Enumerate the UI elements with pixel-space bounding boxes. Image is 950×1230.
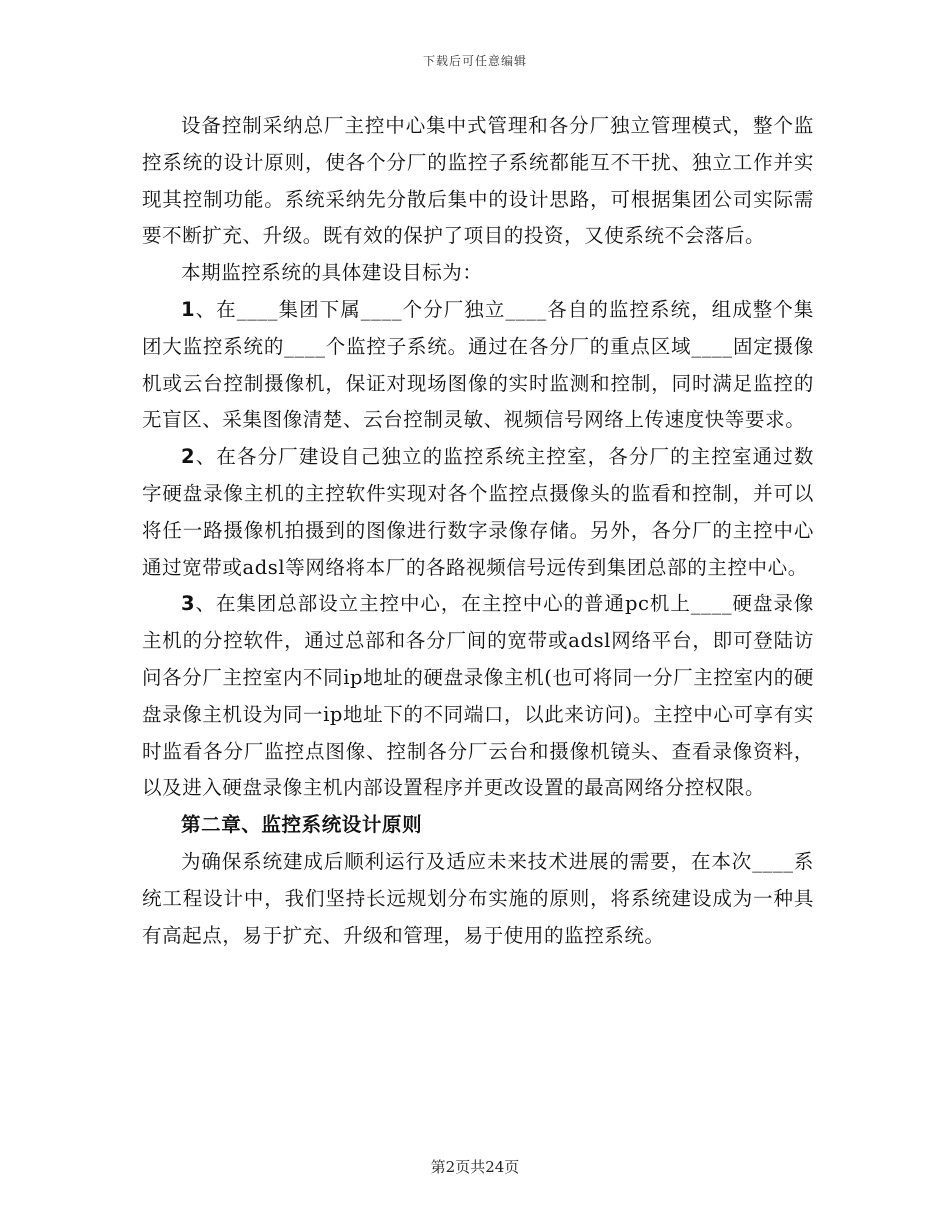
paragraph-goal-2 [142,439,814,586]
paragraph-goal-1 [142,292,814,439]
goal-1-text: 、在____集团下属____个分厂独立____各自的监控系统，组成整个集团大监控系统的____个监控子系统。通过在各分厂的重点区域____固定摄像机或云台控制摄像机，保证对现场图像的实时监测和控制，同时满足监控的无盲区、采集图像清楚、云台控制灵敏、视频信号网络上传速度快等要求。 [142,297,814,432]
paragraph-design-mode: 设备控制采纳总厂主控中心集中式管理和各分厂独立管理模式，整个监控系统的设计原则，使各个分厂的监控子系统都能互不干扰、独立工作并实现其控制功能。系统采纳先分散后集中的设计思路，可根据集团公司实际需要不断扩充、升级。既有效的保护了项目的投资，又使系统不会落后。 [142,114,814,248]
chapter-heading: 第二章、监控系统设计原则 [181,813,423,837]
paragraph-goals-intro: 本期监控系统的具体建设目标为： [181,261,483,285]
paragraph-goal-3 [142,586,814,807]
goal-1-number: 1 [181,297,196,321]
page-header-note: 下载后可任意编辑 [422,54,527,68]
goal-3-text: 、在集团总部设立主控中心，在主控中心的普通pc机上____硬盘录像主机的分控软件，通过总部和各分厂间的宽带或adsl网络平台，即可登陆访问各分厂主控室内不同ip地址的硬盘录像主机(也可将同一分厂主控室内的硬盘录像主机设为同一ip地址下的不同端口，以此来访问)。主控中心可享有实时监看各分厂监控点图像、控制各分厂云台和摄像机镜头、查看录像资料，以及进入硬盘录像主机内部设置程序并更改设置的最高网络分控权限。 [142,592,814,800]
goal-2-text: 、在各分厂建设自己独立的监控系统主控室，各分厂的主控室通过数字硬盘录像主机的主控软件实现对各个监控点摄像头的监看和控制，并可以将任一路摄像机拍摄到的图像进行数字录像存储。另外，各分厂的主控中心通过宽带或adsl等网络将本厂的各路视频信号远传到集团总部的主控中心。 [142,445,814,579]
page-number: 第2页共24页 [430,1158,520,1176]
paragraph-design-principle: 为确保系统建成后顺利运行及适应未来技术进展的需要，在本次____系统工程设计中，我们坚持长远规划分布实施的原则，将系统建设成为一种具有高起点，易于扩充、升级和管理，易于使用的监控系统。 [142,849,814,947]
document-body [142,108,814,954]
goal-2-number: 2 [181,445,196,469]
goal-3-number: 3 [181,592,196,616]
